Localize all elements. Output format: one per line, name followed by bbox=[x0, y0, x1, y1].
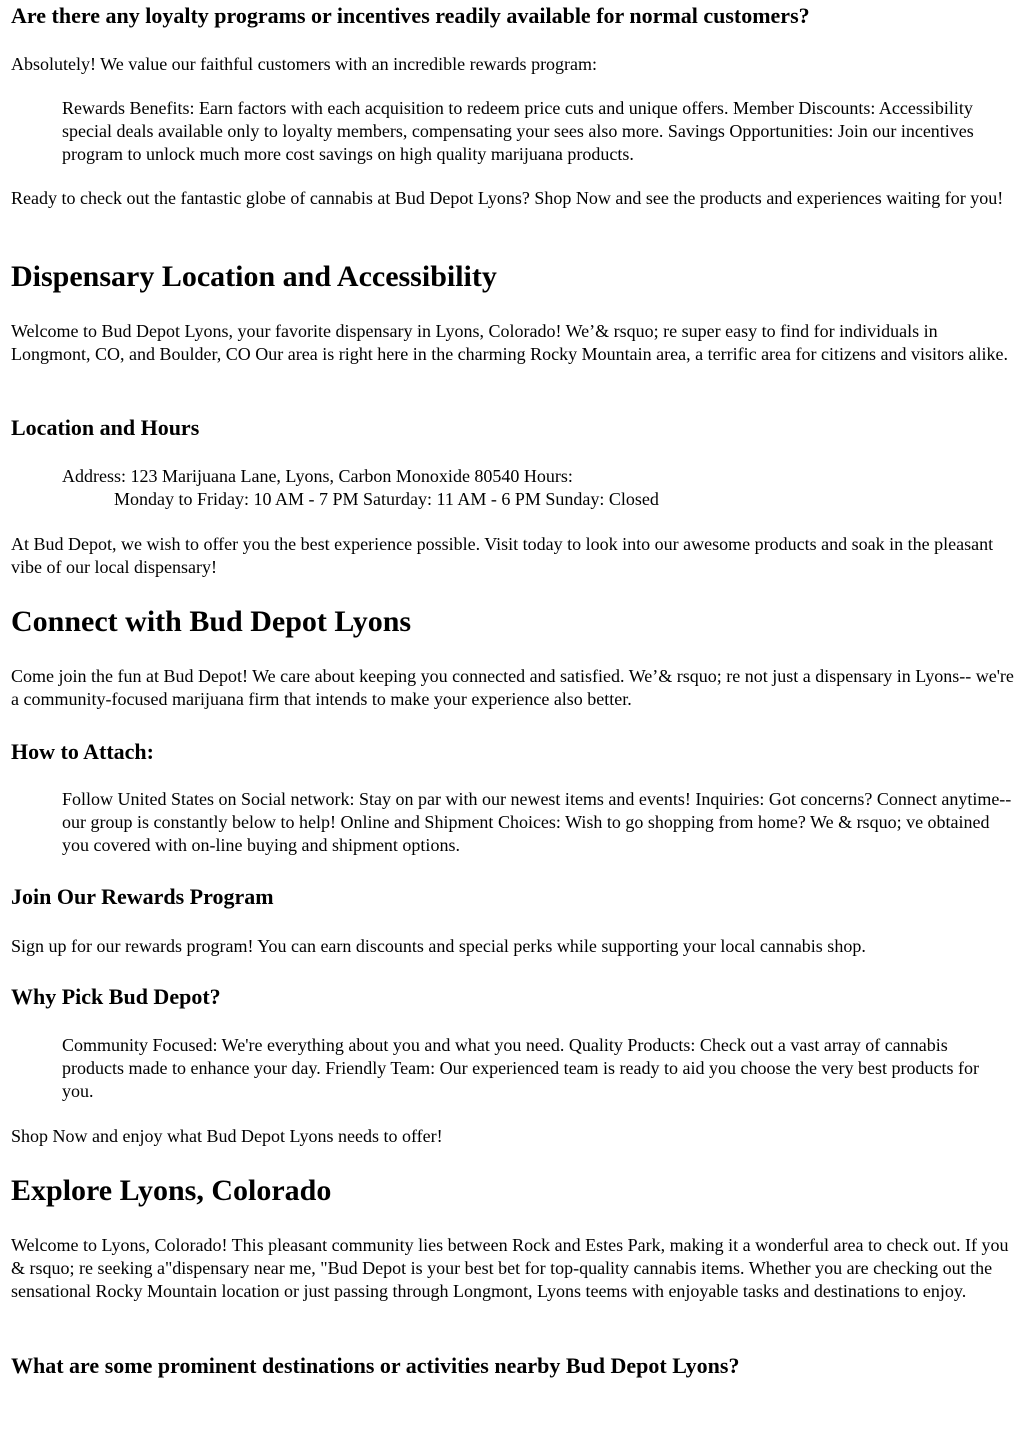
explore-paragraph: Welcome to Lyons, Colorado! This pleasant community lies between Rock and Estes Park, making it a wonderful area to check out. If you & rsquo; re seeking a"dispensary near me, "Bud Depot is your best bet for top-quality cannabis items. Whether you are checking out the sensational Rocky Mountain location or just passing through Longmont, Lyons teems with enjoyable tasks and destinations to enjoy. bbox=[11, 1235, 1009, 1301]
how-to-attach-heading: How to Attach: bbox=[11, 739, 154, 764]
how-to-attach-quote: Follow United States on Social network: Stay on par with our newest items and events! Inquiries: Got concerns? Connect anytime-- our group is constantly below to help! Online and Shipment Choices: Wish to go shopping from home? We & rsquo; ve obtained you covered with on-line buying and shipment options. bbox=[62, 789, 1012, 855]
location-hours-quote bbox=[62, 465, 1014, 511]
shop-now-paragraph: Shop Now and enjoy what Bud Depot Lyons needs to offer! bbox=[11, 1126, 443, 1146]
connect-intro-paragraph: Come join the fun at Bud Depot! We care about keeping you connected and satisfied. We’& rsquo; re not just a dispensary in Lyons-- we're a community-focused marijuana firm that intends to make your experience also better. bbox=[11, 666, 1014, 709]
address-line: Address: 123 Marijuana Lane, Lyons, Carbon Monoxide 80540 Hours: bbox=[62, 466, 573, 486]
location-intro-paragraph: Welcome to Bud Depot Lyons, your favorite dispensary in Lyons, Colorado! We’& rsquo; re super easy to find for individuals in Longmont, CO, and Boulder, CO Our area is right here in the charming Rocky Mountain area, a terrific area for citizens and visitors alike. bbox=[11, 321, 1008, 364]
connect-heading: Connect with Bud Depot Lyons bbox=[11, 605, 412, 638]
rewards-paragraph: Sign up for our rewards program! You can earn discounts and special perks while supporting your local cannabis shop. bbox=[11, 936, 866, 956]
location-outro-paragraph: At Bud Depot, we wish to offer you the best experience possible. Visit today to look into our awesome products and soak in the pleasant vibe of our local dispensary! bbox=[11, 534, 994, 577]
explore-heading: Explore Lyons, Colorado bbox=[11, 1174, 332, 1207]
hours-line: Monday to Friday: 10 AM - 7 PM Saturday: 11 AM - 6 PM Sunday: Closed bbox=[114, 489, 659, 509]
location-hours-heading: Location and Hours bbox=[11, 415, 200, 440]
destinations-question-heading: What are some prominent destinations or activities nearby Bud Depot Lyons? bbox=[11, 1353, 740, 1378]
location-heading: Dispensary Location and Accessibility bbox=[11, 260, 497, 293]
rewards-heading: Join Our Rewards Program bbox=[11, 884, 274, 909]
loyalty-benefits-quote: Rewards Benefits: Earn factors with each acquisition to redeem price cuts and unique offers. Member Discounts: Accessibility special deals available only to loyalty members, compensating your sees also more. Savings Opportunities: Join our incentives program to unlock much more cost savings on high quality marijuana products. bbox=[62, 98, 974, 164]
why-pick-quote: Community Focused: We're everything about you and what you need. Quality Products: Check out a vast array of cannabis products made to enhance your day. Friendly Team: Our experienced team is ready to aid you choose the very best products for you. bbox=[62, 1035, 979, 1101]
loyalty-cta-paragraph: Ready to check out the fantastic globe of cannabis at Bud Depot Lyons? Shop Now and see the products and experiences waiting for you! bbox=[11, 188, 1004, 208]
loyalty-intro-paragraph: Absolutely! We value our faithful customers with an incredible rewards program: bbox=[11, 54, 598, 74]
loyalty-question-heading: Are there any loyalty programs or incentives readily available for normal customers? bbox=[11, 3, 810, 28]
why-pick-heading: Why Pick Bud Depot? bbox=[11, 984, 221, 1009]
